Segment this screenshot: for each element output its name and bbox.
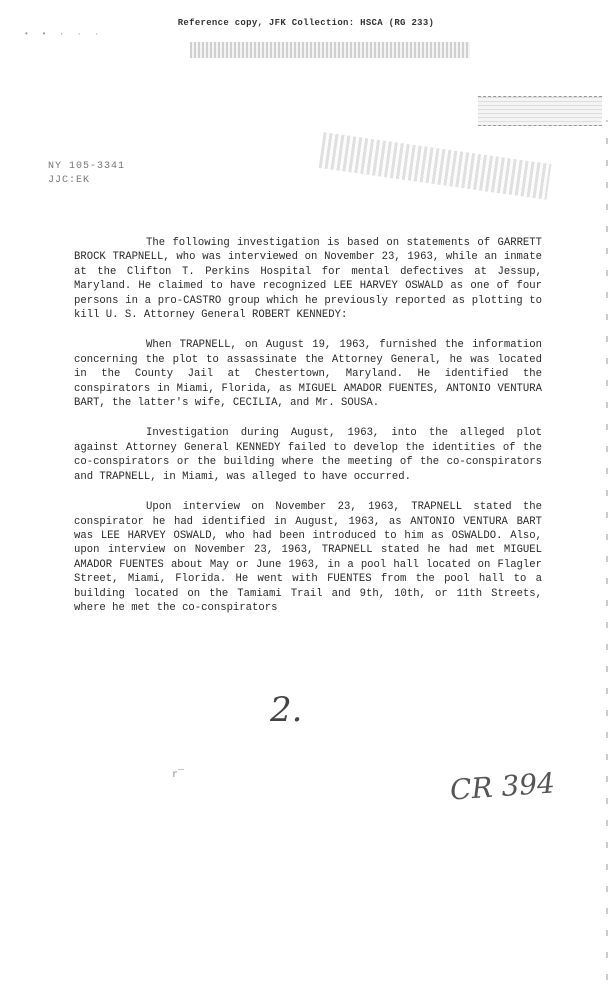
paragraph: Investigation during August, 1963, into the alleged plot against Attorney General KENNEDY failed to develop the identities of the co-conspirators or the building where the meeting of the co-conspirators and TRAPNELL, in Miami, was alleged to have occurred. [74, 427, 542, 483]
handwritten-cr-number: CR 394 [448, 766, 556, 807]
file-initials: JJC:EK [48, 175, 91, 186]
page-number: 2. [270, 690, 303, 730]
file-number-block [48, 160, 125, 188]
edge-marks [606, 120, 608, 980]
diagonal-stamp [319, 132, 552, 200]
file-number: NY 105-3341 [48, 161, 126, 172]
classification-stamp [478, 96, 602, 126]
reference-header: Reference copy, JFK Collection: HSCA (RG 233) [177, 18, 435, 28]
handwritten-tick: r‾ [172, 770, 185, 781]
margin-dots: • • · · · [24, 30, 104, 39]
paragraph: When TRAPNELL, on August 19, 1963, furnished the information concerning the plot to assassinate the Attorney General, he was located in the County Jail at Chestertown, Maryland. He identified the conspirators in Miami, Florida, as MIGUEL AMADOR FUENTES, ANTONIO VENTURA BART, the latter's wife, CECILIA, and Mr. SOUSA. [74, 339, 542, 410]
paragraph: The following investigation is based on statements of GARRETT BROCK TRAPNELL, who was interviewed on November 23, 1963, while an inmate at the Clifton T. Perkins Hospital for mental defectives at Jessup, Maryland. He claimed to have recognized LEE HARVEY OSWALD as one of four persons in a pro-CASTRO group which he previously reported as plotting to kill U. S. Attorney General ROBERT KENNEDY: [74, 237, 542, 322]
document-body [74, 236, 542, 631]
paragraph: Upon interview on November 23, 1963, TRAPNELL stated the conspirator he had identified in August, 1963, as ANTONIO VENTURA BART was LEE HARVEY OSWALD, who had been introduced to him as OSWALDO. Also, upon interview on November 23, 1963, TRAPNELL stated he had met MIGUEL AMADOR FUENTES about May or June 1963, in a pool hall located on Flagler Street, Miami, Florida. He went with FUENTES from the pool hall to a building located on the Tamiami Trail and 9th, 10th, or 11th Streets, where he met the co-conspirators [74, 501, 542, 614]
redaction-stamp [190, 42, 470, 58]
